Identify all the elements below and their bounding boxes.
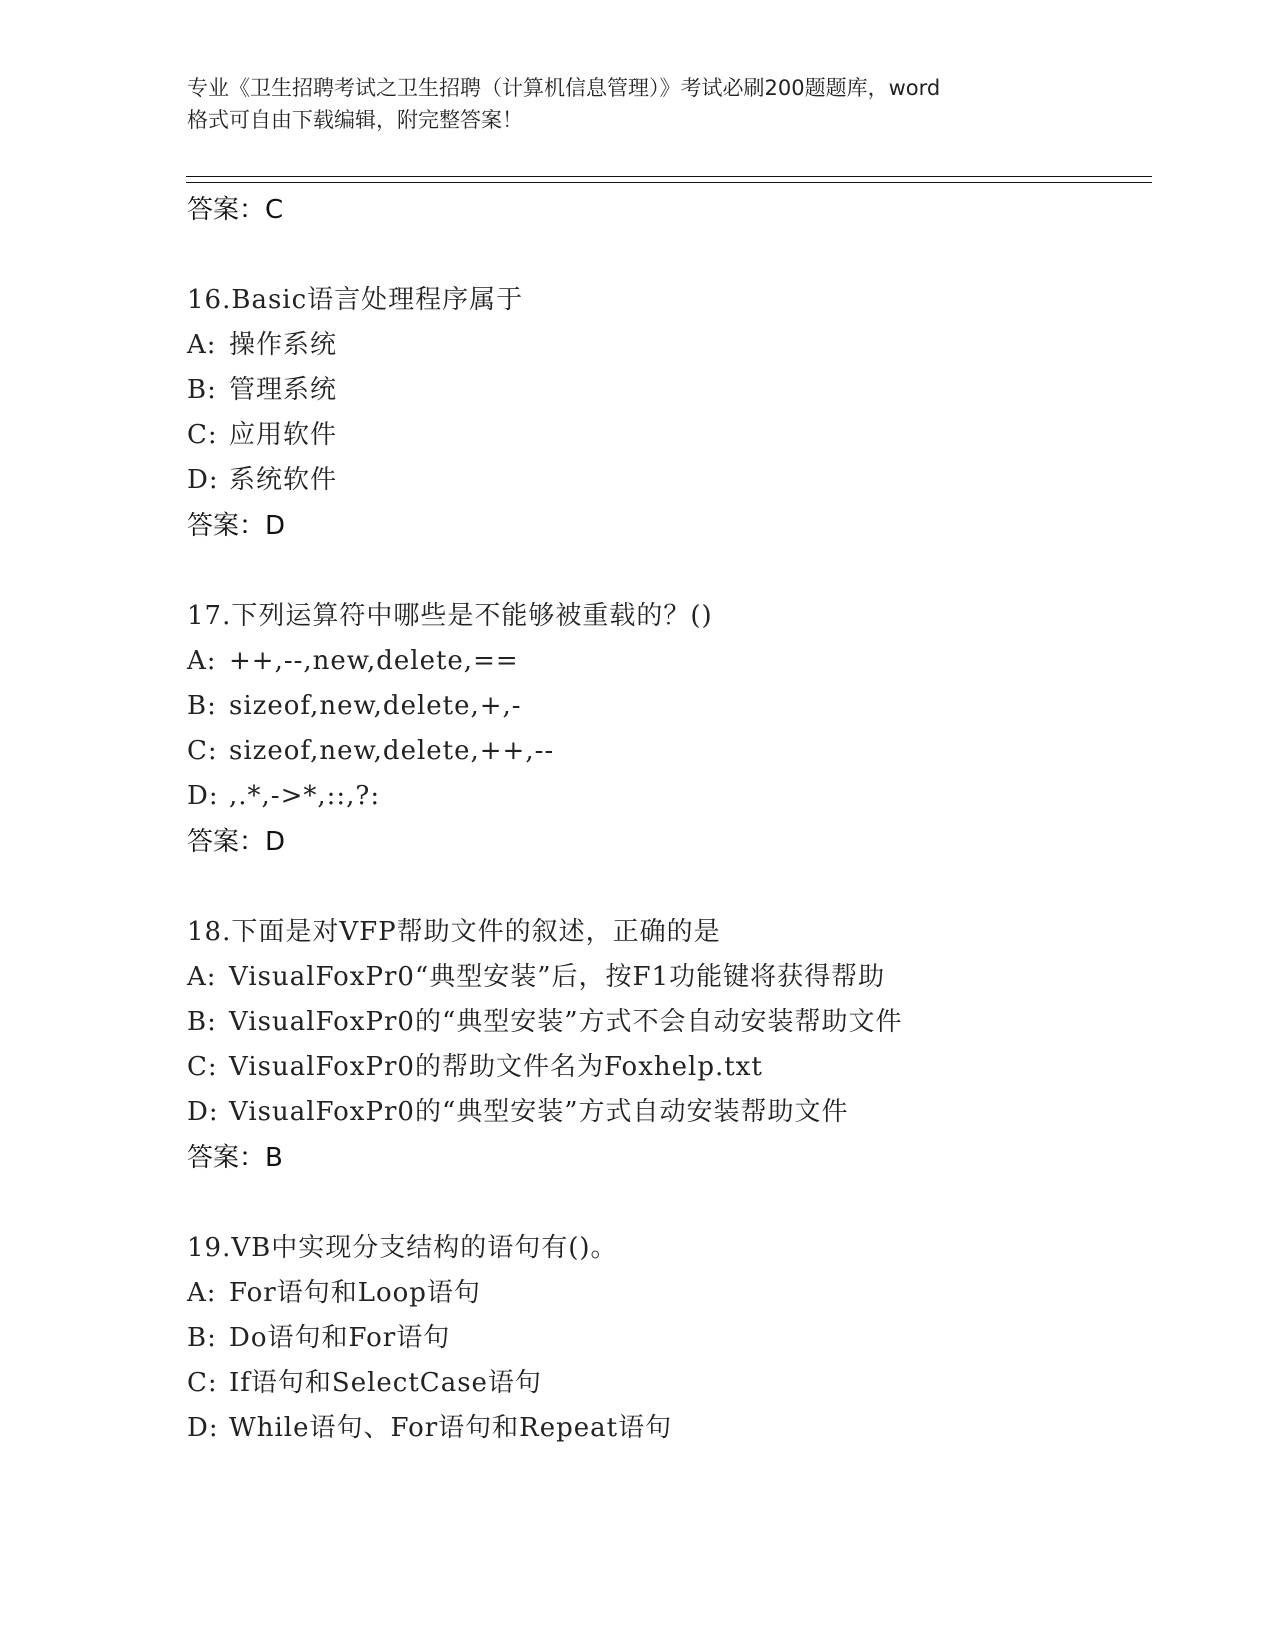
option-b bbox=[187, 1316, 1147, 1361]
option-text: Do语句和For语句 bbox=[229, 1323, 451, 1353]
option-key: D: bbox=[187, 465, 219, 495]
answer-label: 答案：D bbox=[187, 827, 286, 857]
option-key: D: bbox=[187, 781, 219, 811]
option-c bbox=[187, 729, 1147, 774]
question-stem: 19.VB中实现分支结构的语句有()。 bbox=[187, 1233, 618, 1263]
spacer bbox=[187, 233, 1147, 277]
option-d bbox=[187, 774, 1147, 819]
option-c bbox=[187, 1045, 1147, 1090]
option-d bbox=[187, 1090, 1147, 1135]
option-d bbox=[187, 1406, 1147, 1451]
spacer bbox=[187, 1181, 1147, 1225]
option-key: B: bbox=[187, 691, 217, 721]
option-b bbox=[187, 368, 1147, 413]
option-text: 管理系统 bbox=[229, 375, 338, 405]
answer-label: 答案：D bbox=[187, 511, 286, 541]
option-key: A: bbox=[187, 646, 217, 676]
option-text: VisualFoxPr0的帮助文件名为Foxhelp.txt bbox=[229, 1052, 763, 1082]
option-text: VisualFoxPr0的“典型安装”方式不会自动安装帮助文件 bbox=[229, 1007, 903, 1037]
option-text: 系统软件 bbox=[229, 465, 338, 495]
header-line-2: 格式可自由下载编辑，附完整答案！ bbox=[187, 108, 523, 132]
option-key: C: bbox=[187, 1052, 218, 1082]
option-c bbox=[187, 413, 1147, 458]
option-text: 应用软件 bbox=[229, 420, 338, 450]
option-key: A: bbox=[187, 330, 217, 360]
option-key: B: bbox=[187, 1007, 217, 1037]
option-text: For语句和Loop语句 bbox=[229, 1278, 481, 1308]
option-c bbox=[187, 1361, 1147, 1406]
option-text: sizeof,new,delete,+,- bbox=[229, 691, 522, 721]
option-key: C: bbox=[187, 736, 218, 766]
question-stem: 16.Basic语言处理程序属于 bbox=[187, 285, 524, 315]
option-b bbox=[187, 1000, 1147, 1045]
option-text: ,.*,->*,::,?: bbox=[229, 781, 381, 811]
option-text: VisualFoxPr0的“典型安装”方式自动安装帮助文件 bbox=[229, 1097, 849, 1127]
option-a bbox=[187, 1271, 1147, 1316]
header-rule-top bbox=[186, 176, 1152, 177]
option-a bbox=[187, 323, 1147, 368]
option-text: VisualFoxPr0“典型安装”后，按F1功能键将获得帮助 bbox=[229, 962, 886, 992]
option-key: C: bbox=[187, 420, 218, 450]
option-key: B: bbox=[187, 375, 217, 405]
option-text: 操作系统 bbox=[229, 330, 338, 360]
option-a bbox=[187, 639, 1147, 684]
answer-label: 答案：B bbox=[187, 1143, 283, 1173]
option-text: While语句、For语句和Repeat语句 bbox=[229, 1413, 673, 1443]
option-text: If语句和SelectCase语句 bbox=[229, 1368, 542, 1398]
option-key: A: bbox=[187, 962, 217, 992]
header-line-1: 专业《卫生招聘考试之卫生招聘（计算机信息管理）》考试必刷200题题库，word bbox=[187, 76, 941, 100]
spacer bbox=[187, 549, 1147, 593]
option-a bbox=[187, 955, 1147, 1000]
question-stem: 18.下面是对VFP帮助文件的叙述，正确的是 bbox=[187, 917, 721, 947]
option-key: C: bbox=[187, 1368, 218, 1398]
option-key: D: bbox=[187, 1097, 219, 1127]
document-header bbox=[187, 72, 1087, 136]
question-stem: 17.下列运算符中哪些是不能够被重载的？() bbox=[187, 601, 713, 631]
option-d bbox=[187, 458, 1147, 503]
header-rule-bottom bbox=[186, 182, 1152, 183]
question-list bbox=[187, 187, 1147, 1451]
option-b bbox=[187, 684, 1147, 729]
option-key: A: bbox=[187, 1278, 217, 1308]
option-key: B: bbox=[187, 1323, 217, 1353]
spacer bbox=[187, 865, 1147, 909]
option-text: sizeof,new,delete,++,-- bbox=[229, 736, 555, 766]
option-text: ++,--,new,delete,== bbox=[229, 646, 519, 676]
option-key: D: bbox=[187, 1413, 219, 1443]
answer-label: 答案：C bbox=[187, 195, 284, 225]
